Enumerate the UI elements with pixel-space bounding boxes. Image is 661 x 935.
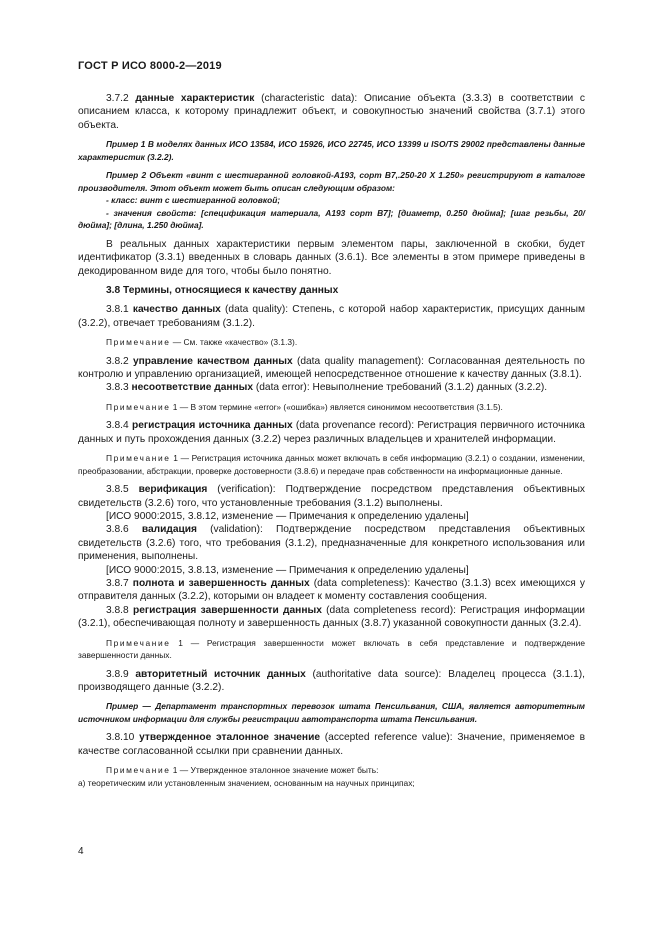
term-name: данные характеристик bbox=[135, 93, 255, 104]
term-3-8-8: 3.8.8 регистрация завершенности данных (data completeness record): Регистрация информации (3.2.1), обеспечивающая полноту и завершенность данных (3.8.7) указанной совокупности данных (3.2.4). bbox=[78, 604, 585, 630]
term-3-8-4: 3.8.4 регистрация источника данных (data provenance record): Регистрация первичного источника данных и путь прохождения данных (3.2.2) через различных владельцев и хранителей информации. bbox=[78, 420, 585, 445]
term-name: валидация bbox=[141, 524, 197, 536]
note-3-8-10: Примечание 1 — Утвержденное эталонное значение может быть: bbox=[106, 765, 379, 776]
note-3-8-3: Примечание 1 — В этом термине «error» («ошибка») является синонимом несоответствия (3.1.5). bbox=[106, 401, 503, 412]
term-3-8-2: 3.8.2 управление качеством данных (data quality management): Согласованная деятельность по контролю и управлению организацией, имеющей непосредственное отношение к качеству данных (3.8.1). bbox=[78, 355, 585, 381]
term-3-8-10: 3.8.10 утвержденное эталонное значение (accepted reference value): Значение, применяемое в качестве согласованной ссылки при сравнении данных. bbox=[78, 732, 585, 757]
note-3-8-10-item-a: а) теоретическим или установленным значением, основанным на научных принципах; bbox=[78, 777, 415, 788]
term-3-8-6: 3.8.6 валидация (validation): Подтверждение посредством представления объективных свидетельств (3.2.6) того, что требования (3.1.2), предназначенные для конкретного использования или применения, выполнены. bbox=[78, 524, 585, 563]
term-name: регистрация завершенности данных bbox=[132, 604, 322, 616]
note-3-8-8: Примечание 1 — Регистрация завершенности может включать в себя представление и подтверждение завершенности данных. bbox=[78, 637, 585, 661]
example-1: Пример 1 В моделях данных ИСО 13584, ИСО 15926, ИСО 22745, ИСО 13399 и ISO/TS 29002 представлены данные характеристик (3.2.2). bbox=[78, 139, 585, 162]
term-name: качество данных bbox=[132, 304, 221, 316]
source-3-8-5: [ИСО 9000:2015, 3.8.12, изменение — Примечания к определению удалены] bbox=[106, 511, 469, 522]
term-3-8-3: 3.8.3 несоответствие данных (data error): Невыполнение требований (3.1.2) данных (3.2.2). bbox=[106, 382, 548, 394]
term-3-8-7: 3.8.7 полнота и завершенность данных (data completeness): Качество (3.1.3) всех имеющихся у отправителя данных (3.2.2), которыми он владеет к моменту составления сообщения. bbox=[78, 578, 585, 603]
term-name: несоответствие данных bbox=[131, 382, 254, 394]
example-2: Пример 2 Объект «винт с шестигранной головкой-А193, сорт В7,.250-20 X 1.250» регистрируют в каталоге производителя. Этот объект может быть описан следующим образом: bbox=[78, 170, 585, 193]
term-name: регистрация источника данных bbox=[131, 420, 293, 432]
term-name: утвержденное эталонное значение bbox=[139, 732, 321, 744]
document-body bbox=[78, 92, 585, 795]
source-3-8-6: [ИСО 9000:2015, 3.8.13, изменение — Примечания к определению удалены] bbox=[106, 564, 469, 576]
example-3-8-9: Пример — Департамент транспортных перевозок штата Пенсильвания, США, является авторитетным источником информации для службы регистрации автотранспорта штата Пенсильвания. bbox=[78, 701, 585, 724]
page-number: 4 bbox=[78, 846, 84, 857]
example-2-class: - класс: винт с шестигранной головкой; bbox=[106, 195, 281, 206]
note-3-8-1: Примечание — См. также «качество» (3.1.3). bbox=[106, 337, 298, 348]
term-3-7-2: 3.7.2 данные характеристик (characteristic data): Описание объекта (3.3.3) в соответствии с описанием класса, к которому принадлежит объект, и совокупностью значений свойства (3.7.1) этого объекта. bbox=[78, 93, 585, 131]
term-name: авторитетный источник данных bbox=[135, 668, 306, 680]
example-2-values: - значения свойств: [спецификация материала, А193 сорт В7]; [диаметр, 0.250 дюйма]; [шаг резьбы, 20/дюйма]; [длина, 1.250 дюйма]. bbox=[78, 207, 585, 231]
paragraph-real-data: В реальных данных характеристики первым элементом пары, заключенной в скобки, будет идентификатор (3.3.1) введенных в словарь данных (3.6.1). Все элементы в этом примере приведены в декодированном виде для того, чтобы было понятно. bbox=[78, 238, 585, 277]
term-3-8-1: 3.8.1 качество данных (data quality): Степень, с которой набор характеристик, присущих данным (3.2.2), отвечает требованиям (3.1.2). bbox=[78, 304, 585, 329]
term-3-8-9: 3.8.9 авторитетный источник данных (authoritative data source): Владелец процесса (3.1.1), производящего данные (3.2.2). bbox=[78, 668, 585, 694]
section-heading-3-8: 3.8 Термины, относящиеся к качеству данных bbox=[106, 284, 339, 296]
term-3-8-5: 3.8.5 верификация (verification): Подтверждение посредством представления объективных свидетельств (3.2.6) того, что установленные требования (3.1.2) выполнены. bbox=[78, 484, 585, 509]
term-name: полнота и завершенность данных bbox=[132, 578, 310, 590]
note-3-8-4: Примечание 1 — Регистрация источника данных может включать в себя информацию (3.2.1) о создании, изменении, преобразовании, абстракции, проверке достоверности (3.8.6) и передаче прав собственности на информационные данные. bbox=[78, 453, 585, 476]
term-name: верификация bbox=[138, 484, 208, 496]
document-header: ГОСТ Р ИСО 8000-2—2019 bbox=[78, 60, 222, 72]
term-name: управление качеством данных bbox=[132, 355, 293, 367]
